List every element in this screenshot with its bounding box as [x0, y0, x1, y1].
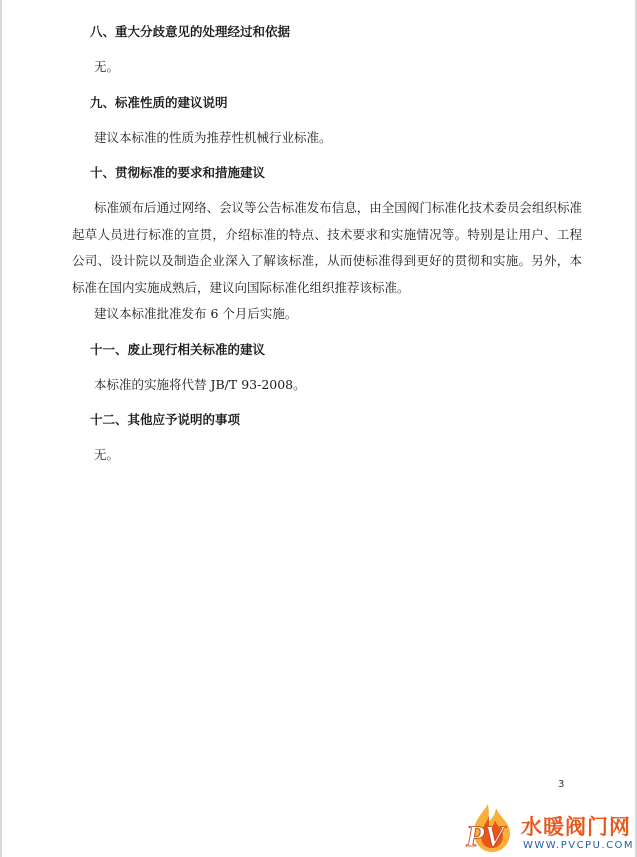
- section-paragraph: 建议本标准的性质为推荐性机械行业标准。: [94, 129, 332, 145]
- section-paragraph: 标准颁布后通过网络、会议等公告标准发布信息，由全国阀门标准化技术委员会组织标准起草人员进行标准的宣贯，介绍标准的特点、技术要求和实施情况等。特别是让用户、工程公司、设计院以及制造企业深入了解该标准，从而使标准得到更好的贯彻和实施。另外，本标准在国内实施成熟后，建议向国际标准化组织推荐该标准。: [72, 200, 582, 295]
- section-heading: 十二、其他应予说明的事项: [90, 412, 241, 427]
- section-8: [72, 22, 582, 93]
- section-paragraph: 无。: [94, 447, 120, 462]
- site-watermark: [458, 800, 636, 856]
- page-border-left: [0, 0, 2, 857]
- section-heading: 十、贯彻标准的要求和措施建议: [90, 165, 266, 180]
- section-heading: 十一、废止现行相关标准的建议: [90, 341, 266, 357]
- document-body: [72, 22, 582, 469]
- section-10: [72, 163, 582, 340]
- watermark-url: WWW.PVCPU.COM: [523, 840, 635, 851]
- page-number: 3: [558, 779, 565, 790]
- section-9: [72, 93, 582, 164]
- section-11: [72, 340, 582, 411]
- pv-logo-icon: [458, 802, 518, 856]
- section-paragraph: 本标准的实施将代替 JB/T 93-2008。: [94, 376, 306, 392]
- section-paragraph: 无。: [94, 59, 120, 74]
- section-paragraph: 建议本标准批准发布 6 个月后实施。: [94, 306, 298, 321]
- section-12: [72, 410, 582, 469]
- logo-letters: PV: [466, 820, 505, 853]
- section-heading: 八、重大分歧意见的处理经过和依据: [90, 24, 291, 39]
- watermark-brand-text: 水暖阀门网: [521, 815, 631, 839]
- section-heading: 九、标准性质的建议说明: [90, 94, 228, 110]
